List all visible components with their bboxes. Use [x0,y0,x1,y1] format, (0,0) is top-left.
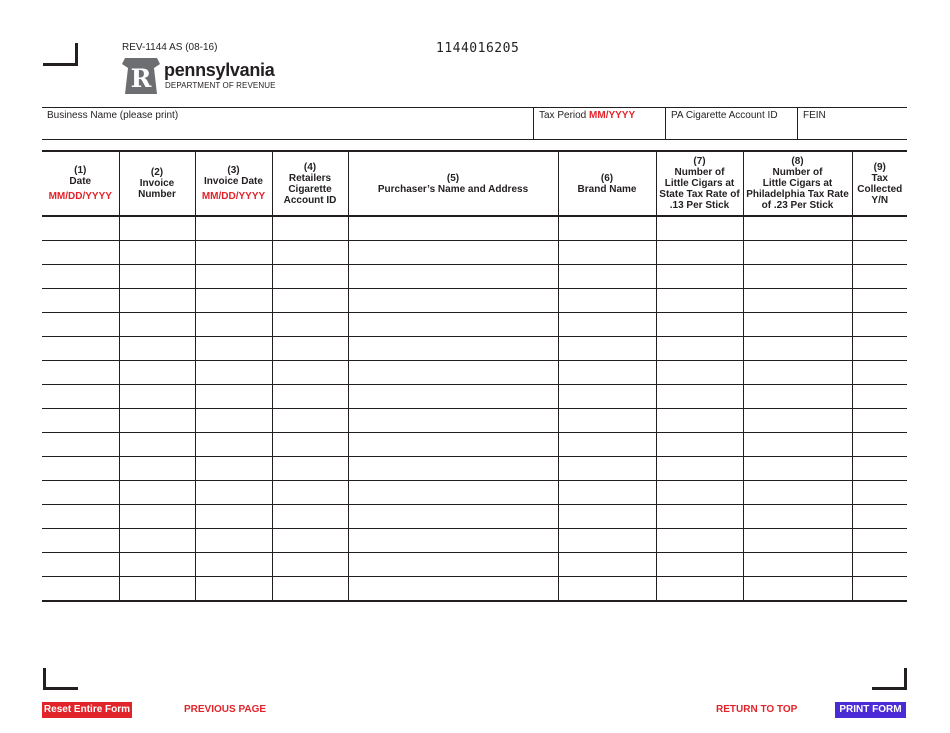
previous-page-link[interactable]: PREVIOUS PAGE [184,704,267,715]
business-name-label: Business Name (please print) [47,110,179,121]
table-cell-input[interactable] [348,505,558,529]
table-cell-input[interactable] [656,481,743,505]
column-label: Number of [674,167,725,178]
table-row [42,337,907,361]
table-cell-input[interactable] [195,313,272,337]
table-cell-input[interactable] [656,216,743,241]
table-cell-input[interactable] [558,457,656,481]
table-cell-input[interactable] [42,241,119,265]
table-row [42,481,907,505]
column-label: Account ID [283,194,337,206]
column-label: Y/N [871,194,889,206]
table-cell-input[interactable] [348,553,558,577]
table-row [42,505,907,529]
table-cell-input[interactable] [852,265,907,289]
table-cell-input[interactable] [42,409,119,433]
column-label: of .23 Per Stick [761,200,834,211]
table-cell-input[interactable] [42,337,119,361]
tax-period-label: Tax Period [539,110,587,121]
table-cell-input[interactable] [743,337,852,361]
table-cell-input[interactable] [852,361,907,385]
form-code: REV-1144 AS (08-16) [122,42,218,53]
table-cell-input[interactable] [119,577,195,602]
table-cell-input[interactable] [558,577,656,602]
column-label: Tax [871,172,888,184]
table-cell-input[interactable] [348,361,558,385]
table-cell-input[interactable] [272,337,348,361]
table-cell-input[interactable] [348,337,558,361]
table-cell-input[interactable] [656,313,743,337]
table-cell-input[interactable] [42,505,119,529]
column-format: MM/DD/YYYY [48,191,112,202]
table-cell-input[interactable] [272,553,348,577]
table-cell-input[interactable] [42,385,119,409]
table-cell-input[interactable] [852,289,907,313]
table-cell-input[interactable] [42,457,119,481]
table-row [42,385,907,409]
corner-mark-bottom-left [43,687,78,690]
table-cell-input[interactable] [348,529,558,553]
column-label: Little Cigars at [664,178,735,189]
table-cell-input[interactable] [852,457,907,481]
table-cell-input[interactable] [42,553,119,577]
table-row [42,241,907,265]
column-label: Philadelphia Tax Rate [746,189,849,200]
table-cell-input[interactable] [348,385,558,409]
table-cell-input[interactable] [656,505,743,529]
table-cell-input[interactable] [119,529,195,553]
tax-period-format: MM/YYYY [589,110,636,121]
table-cell-input[interactable] [119,457,195,481]
table-cell-input[interactable] [195,553,272,577]
table-cell-input[interactable] [743,265,852,289]
corner-mark-top-left [43,63,78,66]
table-cell-input[interactable] [558,505,656,529]
table-cell-input[interactable] [558,529,656,553]
column-number: (3) [227,165,240,176]
table-cell-input[interactable] [42,313,119,337]
table-cell-input[interactable] [348,241,558,265]
column-label: Number [138,189,176,200]
table-cell-input[interactable] [743,577,852,602]
table-cell-input[interactable] [852,481,907,505]
table-cell-input[interactable] [743,553,852,577]
table-cell-input[interactable] [852,553,907,577]
table-cell-input[interactable] [195,241,272,265]
table-cell-input[interactable] [852,313,907,337]
table-cell-input[interactable] [656,553,743,577]
table-cell-input[interactable] [348,289,558,313]
table-cell-input[interactable] [272,409,348,433]
table-cell-input[interactable] [852,337,907,361]
table-cell-input[interactable] [852,409,907,433]
table-cell-input[interactable] [743,433,852,457]
table-cell-input[interactable] [195,433,272,457]
table-cell-input[interactable] [42,481,119,505]
table-cell-input[interactable] [743,216,852,241]
table-cell-input[interactable] [558,385,656,409]
column-label: .13 Per Stick [669,200,730,211]
table-cell-input[interactable] [656,361,743,385]
table-cell-input[interactable] [119,216,195,241]
table-cell-input[interactable] [743,313,852,337]
table-cell-input[interactable] [119,337,195,361]
print-form-button[interactable]: PRINT FORM [835,702,906,718]
purchase-table [42,150,907,602]
table-cell-input[interactable] [558,409,656,433]
table-cell-input[interactable] [743,361,852,385]
table-cell-input[interactable] [195,577,272,602]
table-cell-input[interactable] [272,481,348,505]
table-cell-input[interactable] [272,385,348,409]
reset-form-button[interactable]: Reset Entire Form [42,702,132,718]
table-cell-input[interactable] [852,433,907,457]
table-cell-input[interactable] [656,409,743,433]
table-cell-input[interactable] [743,505,852,529]
table-cell-input[interactable] [852,529,907,553]
table-cell-input[interactable] [656,529,743,553]
table-cell-input[interactable] [119,385,195,409]
table-row [42,265,907,289]
table-row [42,361,907,385]
column-header [852,151,907,216]
taxpayer-info-row [42,107,907,140]
column-label: Brand Name [577,183,637,195]
column-number: (7) [693,156,706,167]
table-cell-input[interactable] [558,481,656,505]
column-header [348,151,558,216]
table-cell-input[interactable] [852,505,907,529]
table-cell-input[interactable] [119,313,195,337]
table-cell-input[interactable] [195,289,272,313]
table-body [42,216,907,601]
column-number: (9) [873,161,886,173]
table-cell-input[interactable] [743,457,852,481]
table-cell-input[interactable] [195,361,272,385]
table-cell-input[interactable] [272,361,348,385]
table-cell-input[interactable] [348,433,558,457]
table-cell-input[interactable] [348,481,558,505]
table-cell-input[interactable] [42,433,119,457]
table-cell-input[interactable] [195,481,272,505]
column-label: Number of [772,167,823,178]
table-cell-input[interactable] [119,265,195,289]
return-to-top-link[interactable]: RETURN TO TOP [716,704,798,715]
column-format: MM/DD/YYYY [201,191,266,202]
table-cell-input[interactable] [272,289,348,313]
table-header-row [42,151,907,216]
table-cell-input[interactable] [42,529,119,553]
column-number: (2) [150,167,164,178]
table-cell-input[interactable] [195,457,272,481]
table-row [42,577,907,602]
table-cell-input[interactable] [558,216,656,241]
table-cell-input[interactable] [272,577,348,602]
column-header [42,151,119,216]
tax-period-field[interactable] [533,108,665,139]
table-cell-input[interactable] [743,241,852,265]
column-number: (1) [74,165,87,176]
table-cell-input[interactable] [656,577,743,602]
table-cell-input[interactable] [119,409,195,433]
table-cell-input[interactable] [558,433,656,457]
table-cell-input[interactable] [272,241,348,265]
table-row [42,553,907,577]
column-header [195,151,272,216]
column-label: Invoice [139,178,175,189]
table-cell-input[interactable] [119,553,195,577]
corner-mark-top-left [75,43,78,66]
table-cell-input[interactable] [348,457,558,481]
table-cell-input[interactable] [656,241,743,265]
table-cell-input[interactable] [195,505,272,529]
table-cell-input[interactable] [558,553,656,577]
table-cell-input[interactable] [743,289,852,313]
cigarette-account-label: PA Cigarette Account ID [671,110,778,121]
table-cell-input[interactable] [558,265,656,289]
table-cell-input[interactable] [119,505,195,529]
keystone-icon [122,58,160,94]
table-cell-input[interactable] [348,265,558,289]
table-cell-input[interactable] [42,289,119,313]
column-number: (6) [600,172,614,184]
table-cell-input[interactable] [119,433,195,457]
table-cell-input[interactable] [656,433,743,457]
table-cell-input[interactable] [656,289,743,313]
table-cell-input[interactable] [656,265,743,289]
table-cell-input[interactable] [119,289,195,313]
column-label: Cigarette [288,183,332,195]
table-cell-input[interactable] [558,313,656,337]
table-cell-input[interactable] [743,385,852,409]
table-cell-input[interactable] [272,265,348,289]
table-cell-input[interactable] [656,457,743,481]
table-cell-input[interactable] [558,361,656,385]
table-cell-input[interactable] [558,337,656,361]
table-cell-input[interactable] [42,216,119,241]
column-label: Purchaser’s Name and Address [377,183,529,195]
table-cell-input[interactable] [656,385,743,409]
table-cell-input[interactable] [195,337,272,361]
column-header [119,151,195,216]
table-cell-input[interactable] [656,337,743,361]
table-cell-input[interactable] [743,529,852,553]
table-cell-input[interactable] [195,409,272,433]
column-header [558,151,656,216]
column-label: Date [69,176,92,187]
cigarette-account-field[interactable] [665,108,797,139]
table-cell-input[interactable] [743,409,852,433]
table-cell-input[interactable] [272,433,348,457]
table-cell-input[interactable] [852,385,907,409]
fein-field[interactable] [797,108,907,139]
column-label: Collected [857,183,903,195]
table-cell-input[interactable] [348,409,558,433]
table-cell-input[interactable] [272,216,348,241]
table-cell-input[interactable] [348,216,558,241]
table-cell-input[interactable] [195,529,272,553]
table-cell-input[interactable] [195,385,272,409]
table-cell-input[interactable] [119,241,195,265]
logo-subtitle: DEPARTMENT OF REVENUE [165,81,276,90]
table-row [42,433,907,457]
table-cell-input[interactable] [272,457,348,481]
column-label: Invoice Date [204,176,263,187]
table-cell-input[interactable] [743,481,852,505]
table-cell-input[interactable] [42,265,119,289]
table-cell-input[interactable] [195,216,272,241]
table-cell-input[interactable] [348,313,558,337]
table-cell-input[interactable] [272,529,348,553]
business-name-field[interactable] [42,108,533,139]
pa-revenue-logo [122,58,292,94]
corner-mark-bottom-right [872,687,907,690]
table-cell-input[interactable] [852,577,907,602]
table-row [42,289,907,313]
table-cell-input[interactable] [348,577,558,602]
table-cell-input[interactable] [558,241,656,265]
table-row [42,216,907,241]
table-cell-input[interactable] [42,361,119,385]
column-header [743,151,852,216]
fein-label: FEIN [803,110,826,121]
column-label: State Tax Rate of [659,189,740,200]
table-row [42,457,907,481]
table-cell-input[interactable] [272,313,348,337]
column-header [656,151,743,216]
column-header [272,151,348,216]
logo-title: pennsylvania [164,60,275,80]
barcode-number: 1144016205 [436,41,520,56]
table-cell-input[interactable] [558,289,656,313]
table-cell-input[interactable] [42,577,119,602]
table-cell-input[interactable] [195,265,272,289]
table-row [42,409,907,433]
column-number: (8) [791,156,804,167]
table-cell-input[interactable] [272,505,348,529]
table-cell-input[interactable] [119,481,195,505]
column-number: (4) [303,161,317,173]
table-row [42,313,907,337]
table-cell-input[interactable] [852,241,907,265]
column-label: Retailers [288,172,332,184]
logo-letter: R [130,64,152,93]
column-number: (5) [446,172,460,184]
column-label: Little Cigars at [762,178,833,189]
table-cell-input[interactable] [119,361,195,385]
table-row [42,529,907,553]
table-cell-input[interactable] [852,216,907,241]
